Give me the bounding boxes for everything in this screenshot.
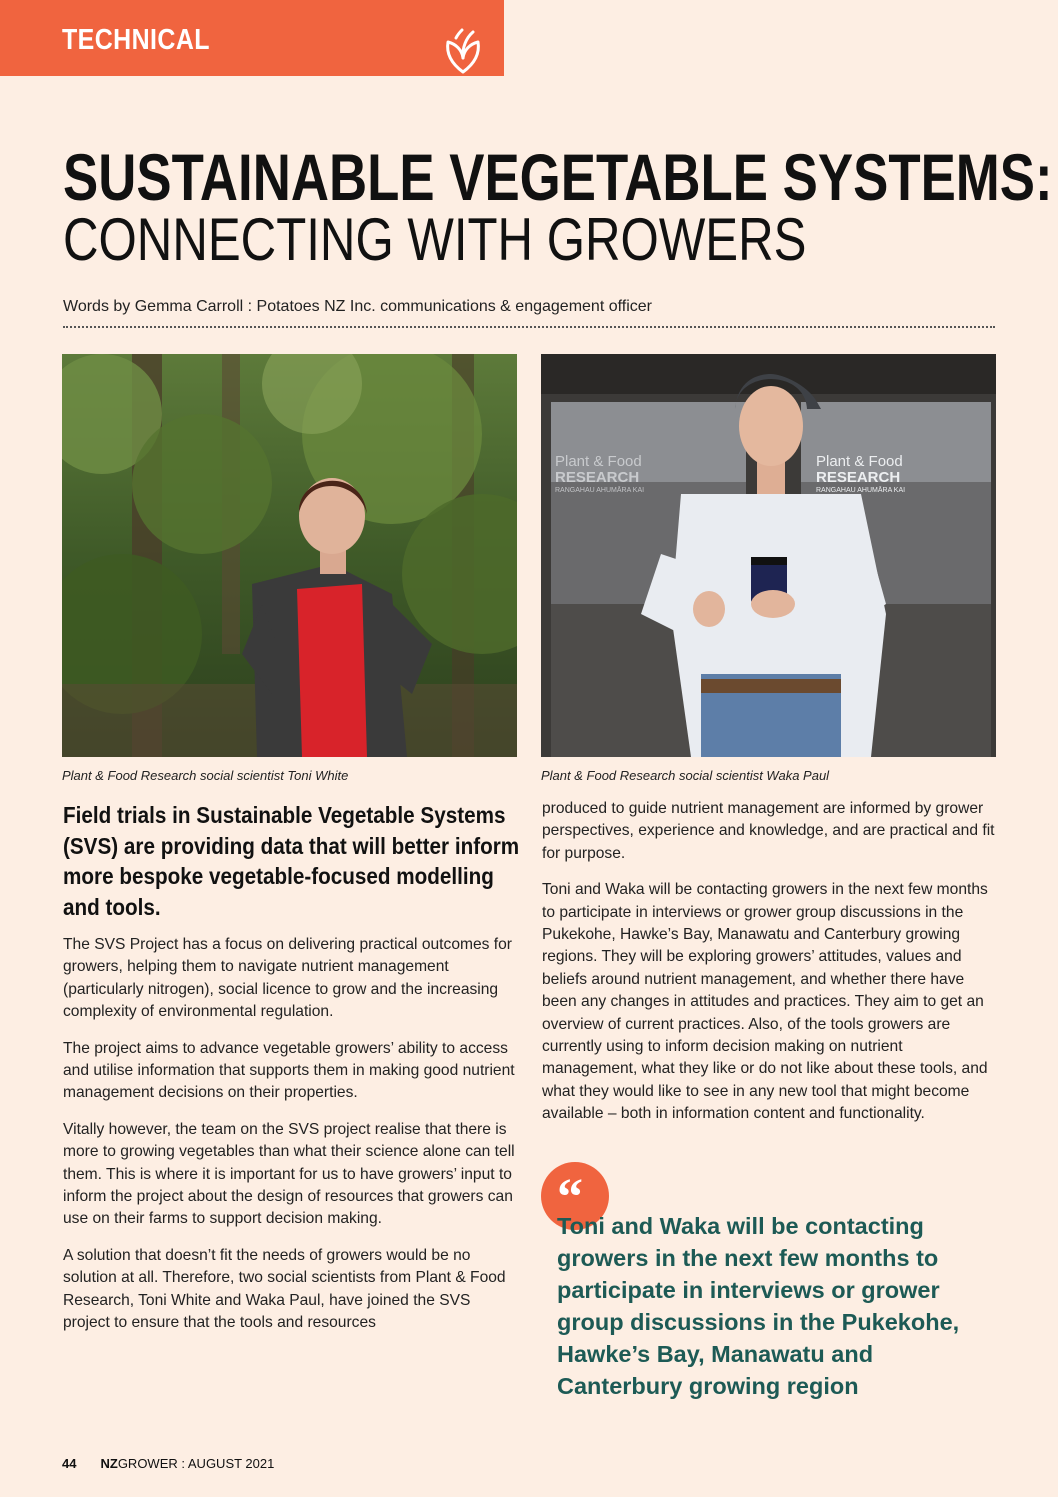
signage-left — [555, 454, 644, 496]
caption-right: Plant & Food Research social scientist Waka Paul — [541, 768, 830, 783]
headline-light: CONNECTING WITH GROWERS — [63, 206, 807, 273]
signage-left-line1: Plant & Food — [555, 453, 642, 470]
body-paragraph: Toni and Waka will be contacting growers in the next few months to participate in interviews or grower group discussions in the Pukekohe, Hawke’s Bay, Manawatu and Canterbury growing regions. They will be exploring growers’ attitudes, values and beliefs around nutrient management, and whether there have been any changes in attitudes and practices. They aim to get an overview of current practices. Also, of the tools growers are currently using to inform decision making on nutrient management, what they like or do not like about these tools, and what they would like to see in any new tool that might become available – both in information content and functionality. — [542, 881, 988, 1123]
quote-mark-glyph: “ — [557, 1169, 583, 1226]
lead-paragraph: Field trials in Sustainable Vegetable Systems (SVS) are providing data that will better inform more bespoke vegetable-focused modelling and tools. — [63, 802, 520, 920]
headline-bold: SUSTAINABLE VEGETABLE SYSTEMS: — [63, 140, 1053, 214]
dotted-divider — [63, 326, 995, 328]
body-paragraph: Vitally however, the team on the SVS project realise that there is more to growing vegetables than what their science alone can tell them. This is where it is important for us to have growers’ input to inform the project about the design of resources that growers can use on their farms to support decision making. — [63, 1120, 515, 1228]
byline: Words by Gemma Carroll : Potatoes NZ Inc. communications & engagement officer — [63, 298, 652, 315]
signage-right-line2: RESEARCH — [816, 469, 901, 486]
signage-left-line3: RANGAHAU AHUMĀRA KAI — [555, 487, 645, 494]
section-label: TECHNICAL — [62, 24, 210, 56]
article-column-left — [63, 800, 521, 1349]
photo-toni-white — [62, 354, 517, 757]
issue-date: : AUGUST 2021 — [177, 1456, 275, 1471]
signage-left-line2: RESEARCH — [555, 469, 640, 486]
body-paragraph: The SVS Project has a focus on delivering practical outcomes for growers, helping them to navigate nutrient management (particularly nitrogen), social licence to grow and the increasing complexity of environmental regulation. — [63, 936, 512, 1021]
signage-right — [816, 454, 905, 496]
leaf-icon — [440, 28, 486, 74]
body-paragraph: A solution that doesn’t fit the needs of growers would be no solution at all. Therefore, two social scientists from Plant & Food Research, Toni White and Waka Paul, have joined the SVS project to ensure that the tools and resources — [63, 1246, 506, 1332]
magazine-brand: GROWER — [117, 1456, 178, 1471]
photo-waka-paul — [541, 354, 996, 757]
article-column-right — [542, 798, 1000, 1140]
magazine-brand-bold: NZ — [100, 1456, 118, 1471]
body-paragraph: produced to guide nutrient management are informed by grower perspectives, experience and knowledge, and are practical and fit for purpose. — [542, 800, 995, 862]
page-footer — [62, 1456, 274, 1471]
signage-right-line1: Plant & Food — [816, 453, 903, 470]
body-paragraph: The project aims to advance vegetable growers’ ability to access and utilise information that supports them in making good nutrient management decisions on their properties. — [63, 1039, 515, 1102]
caption-left: Plant & Food Research social scientist Toni White — [62, 768, 349, 783]
pull-quote: Toni and Waka will be contacting growers in the next few months to participate in interviews or grower group discussions in the Pukekohe, Hawke’s Bay, Manawatu and Canterbury growing region — [557, 1213, 960, 1399]
page-number: 44 — [62, 1456, 77, 1471]
signage-right-line3: RANGAHAU AHUMĀRA KAI — [816, 487, 906, 494]
